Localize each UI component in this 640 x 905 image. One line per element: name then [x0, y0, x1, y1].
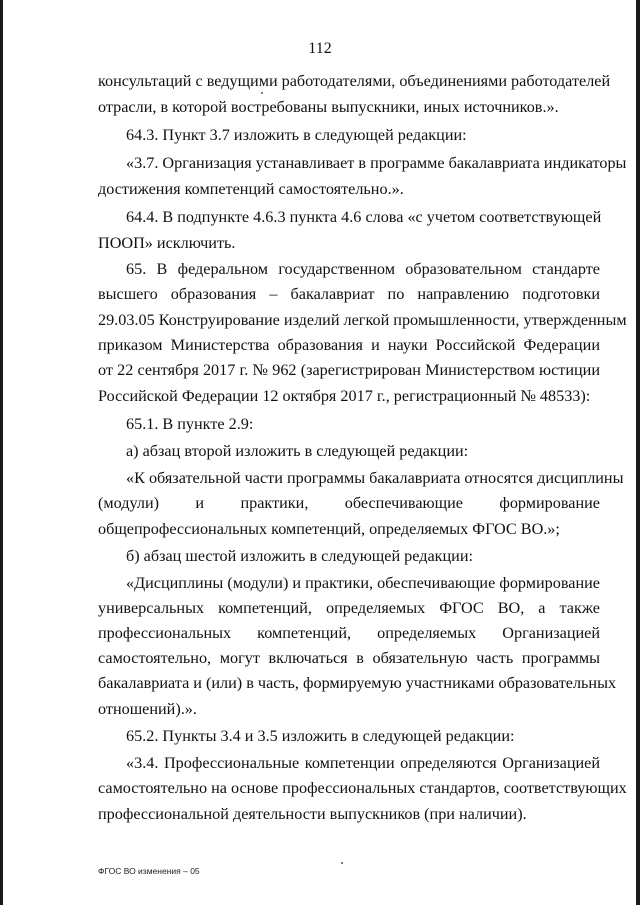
text-line: 64.3. Пункт 3.7 изложить в следующей редакции: [126, 126, 467, 144]
scan-speck [341, 862, 343, 864]
text-line: «3.4. Профессиональные компетенции определяются Организацией [126, 754, 600, 772]
text-line: бакалавриата и (или) в часть, формируемую участниками образовательных [98, 674, 617, 692]
text-line: 65.2. Пункты 3.4 и 3.5 изложить в следующей редакции: [126, 727, 515, 745]
page-footer: ФГОС ВО изменения – 05 [98, 866, 200, 876]
text-line: «Дисциплины (модули) и практики, обеспечивающие формирование [126, 574, 600, 592]
text-line: «К обязательной части программы бакалавриата относятся дисциплины [126, 469, 624, 487]
scan-edge-right [636, 0, 640, 905]
text-line: а) абзац второй изложить в следующей редакции: [126, 442, 469, 460]
scan-speck [261, 92, 263, 94]
text-line: 65.1. В пункте 2.9: [126, 415, 254, 433]
text-line: отношений).». [98, 700, 197, 718]
text-line: самостоятельно, могут включаться в обязательную часть программы [98, 649, 600, 667]
text-line: консультаций с ведущими работодателями, объединениями работодателей [98, 72, 611, 90]
text-line: ПООП» исключить. [98, 234, 236, 252]
text-line: высшего образования – бакалавриат по направлению подготовки [98, 285, 600, 303]
text-line: 65. В федеральном государственном образовательном стандарте [126, 260, 600, 278]
text-line: профессиональной деятельности выпускников (при наличии). [98, 805, 527, 823]
text-line: универсальных компетенций, определяемых ФГОС ВО, а также [98, 599, 600, 617]
text-line: отрасли, в которой востребованы выпускники, иных источников.». [98, 98, 559, 116]
text-line: 64.4. В подпункте 4.6.3 пункта 4.6 слова «с учетом соответствующей [126, 208, 602, 226]
text-line: профессиональных компетенций, определяемых Организацией [98, 624, 600, 642]
text-line: достижения компетенций самостоятельно.». [98, 180, 404, 198]
text-line: 29.03.05 Конструирование изделий легкой промышленности, утвержденным [98, 311, 627, 329]
page-number: 112 [308, 40, 332, 57]
text-line: самостоятельно на основе профессиональных стандартов, соответствующих [98, 779, 627, 797]
text-line: «3.7. Организация устанавливает в программе бакалавриата индикаторы [126, 154, 627, 172]
text-line: общепрофессиональных компетенций, определяемых ФГОС ВО.»; [98, 520, 560, 538]
text-line: Российской Федерации 12 октября 2017 г., регистрационный № 48533): [98, 387, 591, 405]
text-line: от 22 сентября 2017 г. № 962 (зарегистрирован Министерством юстиции [98, 361, 600, 379]
text-line: (модули) и практики, обеспечивающие формирование [98, 494, 600, 512]
scan-edge-left [0, 0, 3, 905]
text-line: приказом Министерства образования и науки Российской Федерации [98, 336, 600, 354]
text-line: б) абзац шестой изложить в следующей редакции: [126, 547, 474, 565]
